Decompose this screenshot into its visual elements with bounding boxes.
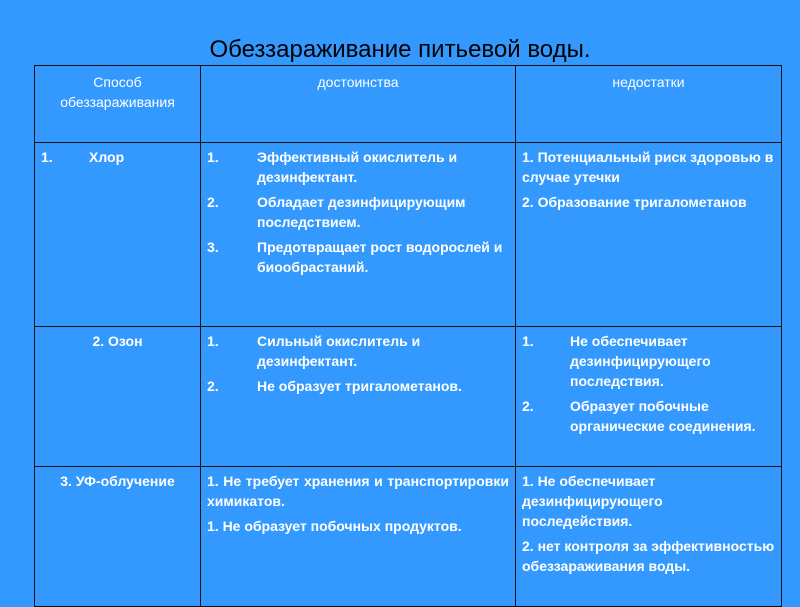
list-item: 3. Предотвращает рост водорослей и биообрастаний. (207, 239, 503, 275)
table-header-row (35, 66, 782, 143)
list-item: 2. Образование тригалометанов (522, 194, 747, 210)
disadvantages-chlorine (516, 143, 782, 327)
header-disadvantages: недостатки (516, 66, 782, 143)
slide-title: Обеззараживание питьевой воды. (209, 36, 591, 63)
method-name: Хлор (89, 149, 125, 165)
method-number: 1. (41, 149, 53, 165)
advantages-ozone (201, 327, 516, 467)
method-uv: 3. УФ-облучение (35, 467, 201, 607)
advantages-uv (201, 467, 516, 607)
disadvantages-ozone (516, 327, 782, 467)
header-method: Способ обеззараживания (35, 66, 201, 143)
table-row-ozone (35, 327, 782, 467)
list-item: 2. Образует побочные органические соединения. (522, 398, 756, 434)
disadvantages-uv (516, 467, 782, 607)
list-item: 1. Потенциальный риск здоровью в случае утечки (522, 149, 774, 185)
header-advantages: достоинства (201, 66, 516, 143)
list-item: 1. Сильный окислитель и дезинфектант. (207, 333, 421, 369)
table-row-uv (35, 467, 782, 607)
list-item: 1. Эффективный окислитель и дезинфектант. (207, 149, 458, 185)
list-item: 2. Не образует тригалометанов. (207, 378, 462, 394)
list-item: 2. нет контроля за эффективностью обеззараживания воды. (522, 538, 775, 574)
disinfection-table (34, 65, 782, 607)
advantages-chlorine (201, 143, 516, 327)
list-item: 1. Не обеспечивает дезинфицирующего последствия. (522, 333, 711, 389)
method-ozone: 2. Озон (35, 327, 201, 467)
table-row-chlorine (35, 143, 782, 327)
list-item: 1. Не требует хранения и транспортировки химикатов. (207, 473, 509, 509)
list-item: 1. Не обеспечивает дезинфицирующего последействия. (522, 473, 663, 529)
list-item: 2. Обладает дезинфицирующим последствием. (207, 194, 466, 230)
list-item: 1. Не образует побочных продуктов. (207, 518, 462, 534)
method-chlorine (35, 143, 201, 327)
